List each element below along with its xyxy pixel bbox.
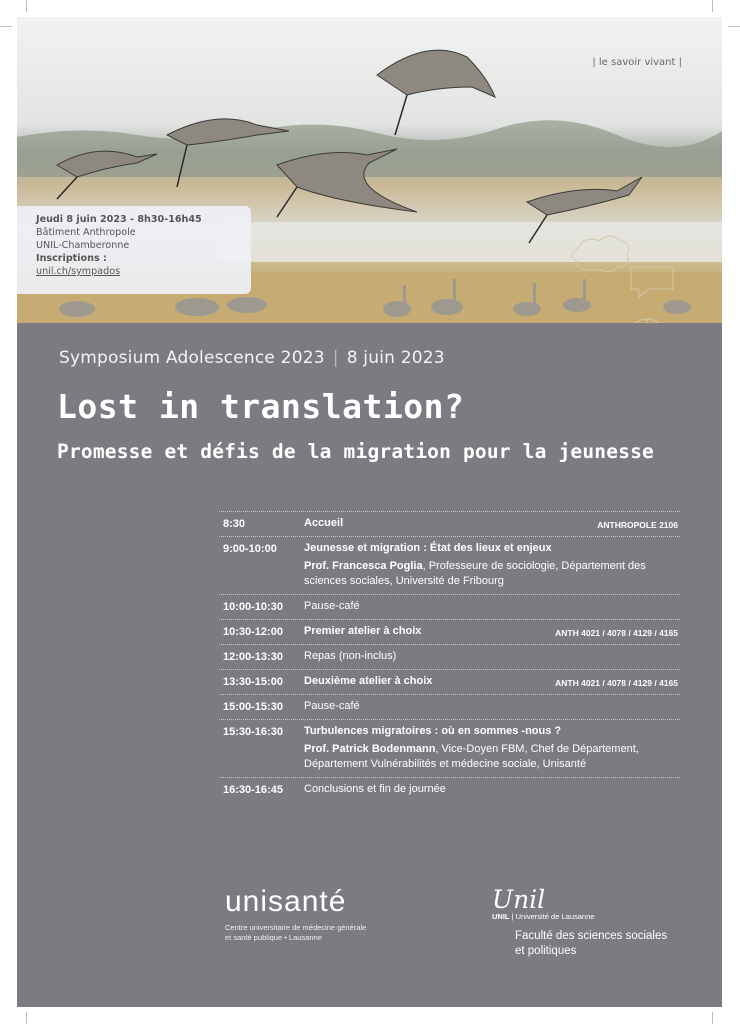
symposium-name: Symposium Adolescence 2023	[59, 348, 325, 368]
program-row	[219, 777, 680, 802]
faculty-name: Faculté des sciences sociales et politiques	[515, 930, 668, 957]
crop-mark	[728, 26, 740, 27]
event-info-box	[17, 206, 251, 294]
symposium-heading	[59, 348, 445, 368]
tagline: | le savoir vivant |	[592, 57, 682, 68]
row-time: 16:30-16:45	[223, 784, 283, 796]
row-time: 15:00-15:30	[223, 701, 283, 713]
program-table	[219, 511, 680, 802]
row-title: Pause-café	[304, 700, 360, 712]
row-time: 8:30	[223, 518, 246, 530]
crop-mark	[0, 26, 12, 27]
row-title: Jeunesse et migration : État des lieux et enjeux	[304, 542, 552, 554]
program-row	[219, 669, 680, 694]
page-subtitle: Promesse et défis de la migration pour la jeunesse	[57, 440, 654, 463]
row-time: 13:30-15:00	[223, 676, 283, 688]
row-title: Pause-café	[304, 600, 360, 612]
program-row	[219, 644, 680, 669]
row-title: Premier atelier à choix	[304, 625, 422, 637]
program-row	[219, 719, 680, 777]
unil-logo	[492, 885, 667, 959]
row-room: ANTHROPOLE 2106	[597, 520, 678, 530]
unil-signature: Unil	[492, 885, 546, 914]
symposium-date: 8 juin 2023	[346, 348, 445, 368]
program-row	[219, 594, 680, 619]
row-title: Repas (non-inclus)	[304, 650, 397, 662]
unil-name: UNIL | Université de Lausanne	[492, 912, 595, 921]
date-time: Jeudi 8 juin 2023 - 8h30-16h45	[36, 214, 202, 225]
row-time: 9:00-10:00	[223, 543, 277, 555]
row-title: Accueil	[304, 517, 344, 529]
unisante-logo	[225, 885, 366, 943]
program-row	[219, 619, 680, 644]
campus: UNIL-Chamberonne	[36, 240, 130, 251]
crop-mark	[26, 0, 27, 12]
crop-mark	[712, 1012, 713, 1024]
inscriptions-label: Inscriptions :	[36, 253, 107, 264]
page-title: Lost in translation?	[57, 387, 465, 426]
registration-link[interactable]: unil.ch/sympados	[36, 266, 121, 277]
unisante-wordmark: unisanté	[225, 885, 347, 918]
row-time: 10:00-10:30	[223, 601, 283, 613]
building: Bâtiment Anthropole	[36, 227, 136, 238]
crop-mark	[712, 0, 713, 12]
row-title: Deuxième atelier à choix	[304, 675, 433, 687]
row-title: Conclusions et fin de journée	[304, 783, 446, 795]
separator: |	[332, 348, 339, 368]
row-time: 15:30-16:30	[223, 726, 283, 738]
row-speaker: Prof. Francesca Poglia, Professeure de sociologie, Département des sciences sociales, Université de Fribourg	[304, 560, 646, 587]
row-speaker: Prof. Patrick Bodenmann, Vice-Doyen FBM, Chef de Département, Département Vulnérabilités et médecine sociale, Unisanté	[304, 743, 639, 770]
poster	[17, 17, 722, 1007]
row-time: 12:00-13:30	[223, 651, 283, 663]
program-row	[219, 694, 680, 719]
row-time: 10:30-12:00	[223, 626, 283, 638]
row-room: ANTH 4021 / 4078 / 4129 / 4165	[555, 678, 678, 688]
program-row	[219, 536, 680, 594]
unisante-subtitle: Centre universitaire de médecine générale et santé publique • Lausanne	[225, 923, 367, 942]
row-room: ANTH 4021 / 4078 / 4129 / 4165	[555, 628, 678, 638]
crop-mark	[26, 1012, 27, 1024]
program-row	[219, 511, 680, 536]
row-title: Turbulences migratoires : où en sommes -nous ?	[304, 725, 562, 737]
